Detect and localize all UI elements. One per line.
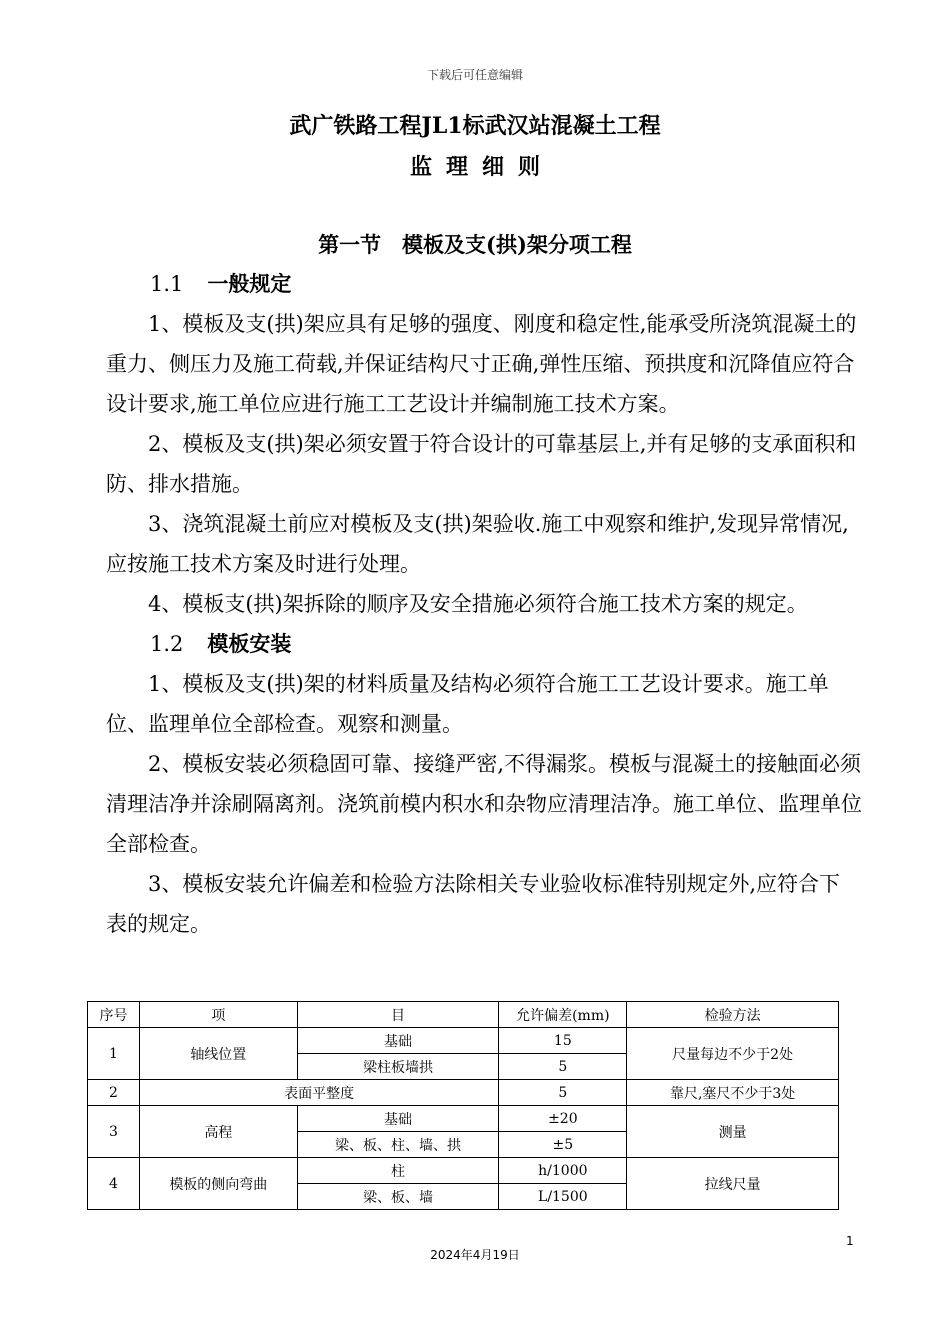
cell-subitem: 梁、板、柱、墙、拱 [297, 1132, 499, 1158]
subsection-heading-1-2 [106, 624, 866, 664]
cell-method: 靠尺,塞尺不少于3处 [627, 1080, 839, 1106]
cell-subitem: 柱 [297, 1158, 499, 1184]
cell-value: ±20 [499, 1106, 627, 1132]
subsection-title: 模板安装 [207, 631, 292, 656]
cell-subitem: 基础 [297, 1028, 499, 1054]
subsection-heading-1-1 [106, 264, 866, 304]
paragraph: 3、模板安装允许偏差和检验方法除相关专业验收标准特别规定外,应符合下表的规定。 [106, 872, 841, 936]
header-cell: 允许偏差(mm) [499, 1002, 627, 1028]
cell-method: 尺量每边不少于2处 [627, 1028, 839, 1080]
cell-no: 1 [88, 1028, 140, 1080]
cell-value: h/1000 [499, 1158, 627, 1184]
cell-method: 拉线尺量 [627, 1158, 839, 1210]
tolerance-table [87, 1001, 839, 1210]
table-header-row [88, 1002, 839, 1028]
cell-no: 4 [88, 1158, 140, 1210]
cell-method: 测量 [627, 1106, 839, 1158]
table-row [88, 1028, 839, 1054]
cell-no: 3 [88, 1106, 140, 1158]
header-cell: 项 [139, 1002, 297, 1028]
subsection-number: 1.1 [150, 272, 184, 296]
table-row [88, 1158, 839, 1184]
document-title: 武广铁路工程JL1标武汉站混凝土工程 [289, 113, 661, 139]
document-body [106, 264, 866, 944]
table-row [88, 1106, 839, 1132]
header-note: 下载后可任意编辑 [426, 68, 523, 82]
cell-value: 15 [499, 1028, 627, 1054]
cell-value: ±5 [499, 1132, 627, 1158]
paragraph: 2、模板安装必须稳固可靠、接缝严密,不得漏浆。模板与混凝土的接触面必须清理洁净并涂刷隔离剂。浇筑前模内积水和杂物应清理洁净。施工单位、监理单位全部检查。 [106, 752, 862, 856]
cell-value: 5 [499, 1054, 627, 1080]
header-cell: 目 [297, 1002, 499, 1028]
footer-date: 2024年4月19日 [430, 1248, 520, 1262]
cell-no: 2 [88, 1080, 140, 1106]
table-row [88, 1080, 839, 1106]
paragraph: 2、模板及支(拱)架必须安置于符合设计的可靠基层上,并有足够的支承面积和防、排水措施。 [106, 432, 857, 496]
cell-item: 模板的侧向弯曲 [139, 1158, 297, 1210]
paragraph: 1、模板及支(拱)架应具有足够的强度、刚度和稳定性,能承受所浇筑混凝土的重力、侧压力及施工荷载,并保证结构尺寸正确,弹性压缩、预拱度和沉降值应符合设计要求,施工单位应进行施工工艺设计并编制施工技术方案。 [106, 312, 857, 416]
page-number: 1 [846, 1234, 854, 1248]
cell-value: L/1500 [499, 1184, 627, 1210]
cell-value: 5 [499, 1080, 627, 1106]
section-title: 第一节 模板及支(拱)架分项工程 [318, 232, 632, 257]
document-subtitle: 监理细则 [409, 154, 554, 180]
subsection-title: 一般规定 [207, 271, 292, 296]
cell-item: 表面平整度 [139, 1080, 498, 1106]
subsection-number: 1.2 [150, 632, 184, 656]
paragraph: 1、模板及支(拱)架的材料质量及结构必须符合施工工艺设计要求。施工单位、监理单位全部检查。观察和测量。 [106, 672, 829, 736]
cell-item: 高程 [139, 1106, 297, 1158]
cell-item: 轴线位置 [139, 1028, 297, 1080]
header-cell: 序号 [88, 1002, 140, 1028]
cell-subitem: 梁柱板墙拱 [297, 1054, 499, 1080]
header-cell: 检验方法 [627, 1002, 839, 1028]
paragraph: 3、浇筑混凝土前应对模板及支(拱)架验收.施工中观察和维护,发现异常情况,应按施工技术方案及时进行处理。 [106, 512, 849, 576]
cell-subitem: 基础 [297, 1106, 499, 1132]
paragraph: 4、模板支(拱)架拆除的顺序及安全措施必须符合施工技术方案的规定。 [148, 592, 808, 616]
cell-subitem: 梁、板、墙 [297, 1184, 499, 1210]
